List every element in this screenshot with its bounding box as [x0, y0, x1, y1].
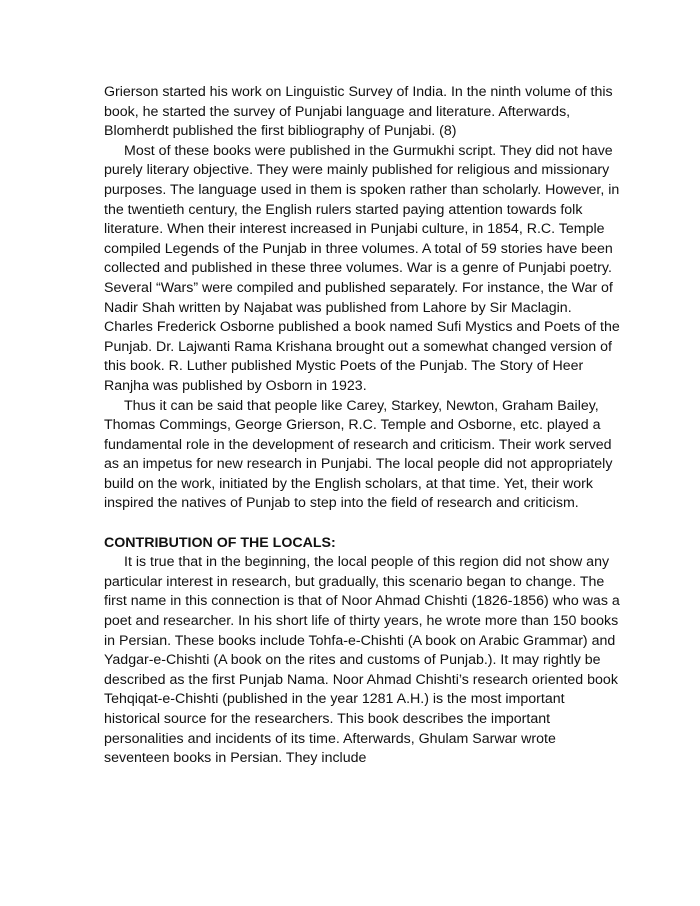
page-body [104, 83, 624, 769]
paragraph-3: Thus it can be said that people like Carey, Starkey, Newton, Graham Bailey, Thomas Commings, George Grierson, R.C. Temple and Osborne, etc. played a fundamental role in the development of research and criticism. Their work served as an impetus for new research in Punjabi. The local people did not appropriately build on the work, initiated by the English scholars, at that time. Yet, their work inspired the natives of Punjab to step into the field of research and criticism. [104, 397, 613, 512]
paragraph-4: It is true that in the beginning, the local people of this region did not show any particular interest in research, but gradually, this scenario began to change. The first name in this connection is that of Noor Ahmad Chishti (1826-1856) who was a poet and researcher. In his short life of thirty years, he wrote more than 150 books in Persian. These books include Tohfa-e-Chishti (A book on Arabic Grammar) and Yadgar-e-Chishti (A book on the rites and customs of Punjab.). It may rightly be described as the first Punjab Nama. Noor Ahmad Chishti’s research oriented book Tehqiqat-e-Chishti (published in the year 1281 A.H.) is the most important historical source for the researchers. This book describes the important personalities and incidents of its time. Afterwards, Ghulam Sarwar wrote seventeen books in Persian. They include [104, 554, 620, 767]
paragraph-1: Grierson started his work on Linguistic Survey of India. In the ninth volume of this book, he started the survey of Punjabi language and literature. Afterwards, Blomherdt published the first bibliography of Punjabi. (8) [104, 84, 613, 140]
section-spacer [104, 514, 624, 534]
section-heading: CONTRIBUTION OF THE LOCALS: [104, 534, 336, 551]
paragraph-2: Most of these books were published in the Gurmukhi script. They did not have purely literary objective. They were mainly published for religious and missionary purposes. The language used in them is spoken rather than scholarly. However, in the twentieth century, the English rulers started paying attention towards folk literature. When their interest increased in Punjabi culture, in 1854, R.C. Temple compiled Legends of the Punjab in three volumes. A total of 59 stories have been collected and published in these three volumes. War is a genre of Punjabi poetry. Several “Wars” were compiled and published separately. For instance, the War of Nadir Shah written by Najabat was published from Lahore by Sir Maclagin. Charles Frederick Osborne published a book named Sufi Mystics and Poets of the Punjab. Dr. Lajwanti Rama Krishana brought out a somewhat changed version of this book. R. Luther published Mystic Poets of the Punjab. The Story of Heer Ranjha was published by Osborn in 1923. [104, 142, 620, 394]
